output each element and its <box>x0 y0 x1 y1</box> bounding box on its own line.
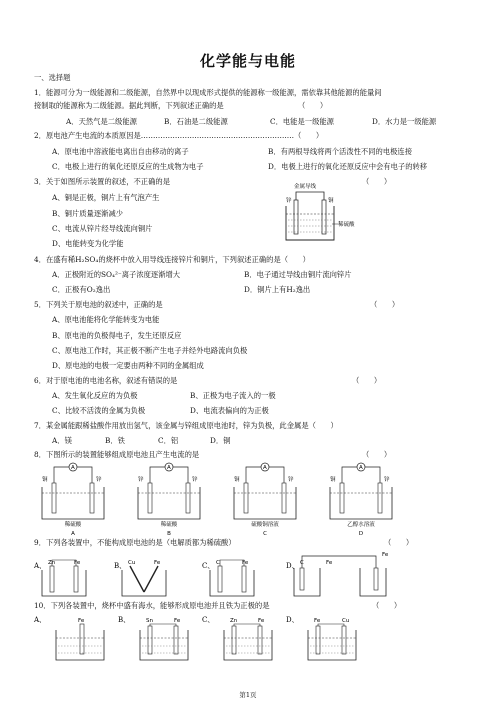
q6-stem: 6．对于原电池的电池名称，叙述有错误的是 <box>34 376 178 385</box>
q9-electrode-label: Fe <box>326 560 333 566</box>
q7-option-b: B．铁 <box>105 436 125 445</box>
q8-option-tag: B <box>167 531 171 537</box>
beaker-icon <box>286 206 334 240</box>
q7-option-d: D．铜 <box>210 436 231 445</box>
q8-right-electrode-label: 锌 <box>192 477 198 483</box>
q6-answer-paren: （ ） <box>352 376 382 385</box>
electrode-icon <box>74 566 78 592</box>
q3-option-c: C、电流从锌片经导线流向铜片 <box>52 224 153 233</box>
q9-device-1 <box>114 560 166 596</box>
electrode-icon <box>80 624 84 654</box>
q9-option-tag: A、 <box>34 562 47 570</box>
electrode-icon <box>378 483 382 513</box>
q9-electrode-label: C <box>300 560 304 566</box>
q8-cell-C <box>234 463 296 537</box>
q8-option-tag: D <box>358 531 364 537</box>
q9-option-tag: C、 <box>202 562 215 570</box>
q2-option-c: C．电极上进行的氧化还原反应的生成物为电子 <box>52 162 204 171</box>
q8-option-tag: A <box>71 531 75 537</box>
electrode-icon <box>258 626 262 654</box>
q10-electrode-label: Fe <box>174 618 181 624</box>
q2-stem: 2．原电池产生电流的本质原因是………………………………………………………（ ） <box>34 131 324 140</box>
q3-label-zinc: 锌 <box>286 198 292 204</box>
section-heading: 一、选择题 <box>34 73 71 82</box>
q8-figures <box>34 461 414 537</box>
electrode-icon <box>316 626 320 654</box>
beaker-icon <box>294 568 320 596</box>
q10-electrode-label: Zn <box>230 618 238 624</box>
q1-option-a: A．天然气是二级能源 <box>66 117 137 126</box>
q3-option-b: B、铜片质量逐渐减少 <box>52 209 124 218</box>
q8-right-electrode-label: 锌 <box>384 477 390 483</box>
beaker-icon <box>42 570 86 596</box>
electrode-icon <box>148 626 152 654</box>
q9-electrode-label-extra: Fe <box>382 552 389 558</box>
electrode-icon <box>244 483 248 513</box>
q9-electrode-label: Fe <box>154 560 161 566</box>
q5-answer-paren: （ ） <box>370 300 400 309</box>
q9-answer-paren: （ ） <box>384 538 414 547</box>
electrode-icon <box>144 566 158 592</box>
q9-electrode-label: Fe <box>242 560 249 566</box>
electrode-icon <box>282 483 286 513</box>
q3-stem: 3．关于如图所示装置的叙述，不正确的是 <box>34 177 170 186</box>
beaker-icon <box>140 630 188 660</box>
ammeter-symbol: A <box>71 465 75 471</box>
beaker-icon <box>224 630 272 660</box>
q9-electrode-label: C <box>216 560 220 566</box>
q3-galvanic-cell-figure <box>280 180 355 246</box>
q8-left-electrode-label: 铜 <box>234 477 240 483</box>
page-title: 化学能与电能 <box>199 52 296 70</box>
q9-option-tag: D、 <box>286 562 299 570</box>
electrode-icon <box>242 566 246 592</box>
q2-option-d: D．电极上进行的氧化还原反应中会有电子的转移 <box>268 162 428 171</box>
q8-left-electrode-label: 铜 <box>42 477 48 483</box>
wire-icon <box>234 624 260 626</box>
wire-icon <box>302 556 376 568</box>
q10-device-1 <box>118 616 188 660</box>
q3-label-copper: 铜 <box>328 198 334 204</box>
beaker-icon <box>330 487 392 519</box>
beaker-icon <box>234 487 296 519</box>
electrode-icon <box>90 483 94 513</box>
beaker-icon <box>210 570 254 596</box>
electrode-icon <box>52 483 56 513</box>
q3-option-a: A、铜是正极，铜片上有气泡产生 <box>52 193 160 202</box>
q10-option-tag: C、 <box>202 616 215 624</box>
q10-electrode-label: Fe <box>258 618 265 624</box>
q6-option-b: B、正极为电子流入的一极 <box>190 391 276 400</box>
electrode-icon <box>186 483 190 513</box>
q9-electrode-label: Cu <box>128 560 136 566</box>
q10-electrode-label: Fe <box>314 618 321 624</box>
electrode-icon <box>232 626 236 654</box>
q10-device-2 <box>202 616 272 660</box>
q9-device-3 <box>286 552 389 596</box>
q8-right-electrode-label: 锌 <box>96 477 102 483</box>
electrode-icon <box>50 566 54 592</box>
copper-electrode-icon <box>322 200 326 234</box>
q7-option-c: C．铝 <box>158 436 179 445</box>
q8-option-tag: C <box>263 531 267 537</box>
q9-stem: 9．下列各装置中，不能构成原电池的是（电解质都为稀硫酸） <box>34 538 236 547</box>
q5-option-c: C、原电池工作时，其正极不断产生电子并经外电路流向负极 <box>52 346 248 355</box>
q10-device-0 <box>33 616 104 660</box>
wire-icon <box>296 192 324 200</box>
q8-cell-D <box>330 463 392 537</box>
electrode-icon <box>148 483 152 513</box>
q10-option-tag: D、 <box>286 616 299 624</box>
electrode-icon <box>374 568 378 590</box>
q1-option-c: C．电能是一级能源 <box>270 117 334 126</box>
electrode-icon <box>342 626 346 654</box>
q8-stem: 8．下图所示的装置能够组成原电池且产生电流的是 <box>34 450 200 459</box>
q4-stem: 4．在盛有稀H₂SO₄的烧杯中放入用导线连接锌片和铜片，下列叙述正确的是（ ） <box>34 255 310 264</box>
q9-electrode-label: Zn <box>48 560 56 566</box>
q2-option-a: A．原电池中溶液能电离出自由移动的离子 <box>52 147 189 156</box>
q10-electrode-label: Fe <box>78 618 85 624</box>
q8-right-electrode-label: 锌 <box>288 477 294 483</box>
q8-cell-B <box>138 463 200 537</box>
ammeter-symbol: A <box>167 465 171 471</box>
electrode-icon <box>130 566 144 592</box>
q4-option-b: B．电子通过导线由铜片流向锌片 <box>244 270 352 279</box>
wire-icon <box>52 560 76 566</box>
q1-option-b: B．石油是二级能源 <box>164 117 228 126</box>
electrode-icon <box>340 483 344 513</box>
q8-solution-label: 乙醇水溶液 <box>347 522 375 528</box>
ammeter-symbol: A <box>359 465 363 471</box>
q8-left-electrode-label: 铜 <box>330 477 336 483</box>
q3-option-d: D、电能转变为化学能 <box>52 239 124 248</box>
q2-option-b: B．有两根导线将两个活泼性不同的电极连接 <box>268 147 413 156</box>
q8-solution-label: 稀硫酸 <box>160 522 178 528</box>
q10-option-tag: A、 <box>34 616 47 624</box>
ammeter-symbol: A <box>263 465 267 471</box>
q9-option-tag: B、 <box>114 562 127 570</box>
q10-figures <box>34 612 394 672</box>
q3-label-acid: 稀硫酸 <box>338 222 355 228</box>
q6-option-a: A、发生氧化反应的为负极 <box>52 391 138 400</box>
q4-option-a: A．正极附近的SO₄²⁻离子浓度逐渐增大 <box>52 270 181 279</box>
q8-solution-label: 稀硫酸 <box>64 522 82 528</box>
q7-stem: 7．某金属能跟稀盐酸作用放出氢气，该金属与锌组成原电池时，锌为负极，此金属是（ ） <box>34 421 338 430</box>
beaker-icon <box>42 487 104 519</box>
q5-stem: 5．下列关于原电池的叙述中，正确的是 <box>34 300 163 309</box>
q8-left-electrode-label: 锌 <box>138 477 144 483</box>
beaker-icon <box>122 570 166 596</box>
q10-device-3 <box>286 616 356 660</box>
q7-option-a: A．镁 <box>52 436 72 445</box>
q6-option-c: C、比较不活泼的金属为负极 <box>52 406 146 415</box>
q10-stem: 10．下列各装置中，烧杯中盛有海水，能够形成原电池并且铁为正极的是 <box>34 601 270 610</box>
q8-answer-paren: （ ） <box>362 450 392 459</box>
q4-option-c: C．正极有O₂逸出 <box>52 285 111 294</box>
zinc-electrode-icon <box>294 200 298 234</box>
q10-option-tag: B、 <box>118 616 131 624</box>
q9-electrode-label: Fe <box>74 560 81 566</box>
q6-option-d: D、电流表偏向的为正极 <box>190 406 269 415</box>
q8-solution-label: 硫酸铜溶液 <box>251 522 279 528</box>
q10-electrode-label: Cu <box>342 618 350 624</box>
q3-answer-paren: （ ） <box>362 177 392 186</box>
q5-option-a: A、原电池能将化学能转变为电能 <box>52 315 160 324</box>
q1-option-d: D．水力是一级能源 <box>372 117 437 126</box>
wire-icon <box>150 624 176 626</box>
beaker-icon <box>360 568 386 596</box>
wire-icon <box>220 560 244 566</box>
q3-label-wire: 金属导线 <box>294 184 317 190</box>
q9-figures <box>34 546 434 600</box>
q5-option-d: D、原电池的电极一定要由两种不同的金属组成 <box>52 361 204 370</box>
page-number: 第1页 <box>239 691 257 699</box>
q9-device-0 <box>33 560 86 596</box>
electrode-icon <box>300 568 304 590</box>
q10-electrode-label: Sn <box>146 618 153 624</box>
q4-option-d: D．铜片上有H₂逸出 <box>244 285 311 294</box>
q1-stem-line1: 1．能源可分为一级能源和二级能源，自然界中以现成形式提供的能源称一级能源，需依靠其他能源的能量间 <box>34 88 382 97</box>
beaker-icon <box>308 630 356 660</box>
electrode-icon <box>174 626 178 654</box>
wire-icon <box>318 624 344 626</box>
q10-answer-paren: （ ） <box>372 601 402 610</box>
q1-answer-paren: （ ） <box>298 101 328 110</box>
q1-stem-line2: 接制取的能源称为二级能源。据此判断，下列叙述正确的是 <box>34 101 224 110</box>
electrode-icon <box>218 566 222 592</box>
q9-device-2 <box>202 560 254 596</box>
q5-option-b: B、原电池的负极得电子，发生还原反应 <box>52 331 182 340</box>
q8-cell-A <box>42 463 104 537</box>
beaker-icon <box>138 487 200 519</box>
